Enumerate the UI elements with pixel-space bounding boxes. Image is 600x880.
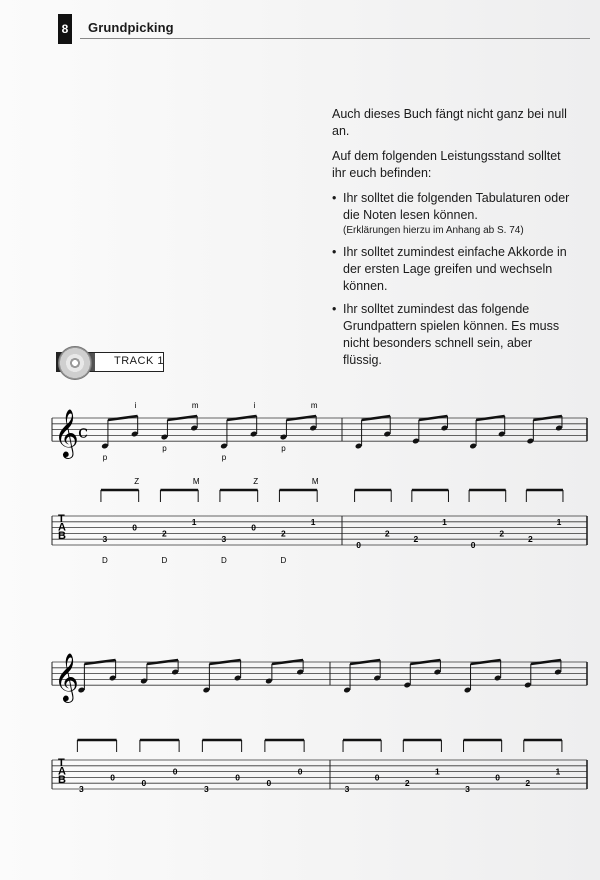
picking-mark: M [311,477,319,486]
notation-system-2 [52,652,587,794]
picking-mark: Z [134,477,140,486]
tab-clef-letter: T [58,513,65,525]
bullet-icon: • [332,302,337,316]
tab-clef-letter: B [58,529,66,542]
tab-number: 3 [204,784,209,794]
tab-number: 2 [404,778,410,789]
list-item-text: Ihr solltet zumindest das folgende Grundpattern spielen können. Es muss nicht besonders schnell sein, aber flüssig. [343,302,560,367]
tab-number: 3 [344,784,350,794]
time-signature: c [78,421,89,443]
bullet-icon: • [332,191,337,205]
notation-system-1 [52,401,587,565]
fingering-label: m [191,401,199,410]
page-number: 8 [58,14,72,44]
tab-number: 2 [413,534,419,545]
tab-number: 0 [172,766,178,777]
fingering-label: i [253,401,256,410]
fingering-label: p [102,453,108,462]
list-item-note: (Erklärungen hierzu im Anhang ab S. 74) [343,225,524,236]
intro-paragraph: Auch dieses Buch fängt nicht ganz bei null an. [332,107,567,138]
treble-clef: 𝄞 [54,408,79,458]
tab-number: 1 [442,516,447,527]
tab-number: 2 [499,528,505,539]
tab-number: 1 [555,766,561,777]
tab-clef-letter: B [58,773,66,786]
list-item-text: Ihr solltet die folgenden Tabulaturen oder die Noten lesen können. [343,191,570,222]
tab-clef-letter: T [58,757,65,769]
tab-number: 1 [310,516,316,527]
track-label: TRACK 1 [114,355,164,367]
fingering-label: p [221,453,227,462]
tab-number: 2 [281,528,286,539]
tab-number: 0 [235,772,240,783]
fingering-label: m [310,401,318,410]
tab-number: 2 [384,528,390,539]
fingering-label: p [162,444,167,453]
tab-number: 3 [79,784,84,794]
tab-number: 0 [141,778,147,789]
chapter-title: Grundpicking [88,20,174,35]
tab-number: 0 [110,772,115,783]
tab-number: 3 [465,784,470,794]
tab-number: 2 [527,534,533,545]
tab-number: 1 [191,516,197,527]
tab-number: 1 [556,516,562,527]
tab-number: 1 [435,766,440,777]
list-item-text: Ihr solltet zumindest einfache Akkorde in der ersten Lage greifen und wechseln können. [343,245,567,293]
tab-number: 0 [266,778,272,789]
tab-number: 0 [374,772,380,783]
treble-clef: 𝄞 [54,652,79,702]
picking-mark: Z [253,477,259,486]
tab-clef-letter: A [58,521,66,534]
fingering-label: i [134,401,137,410]
tab-number: 0 [356,540,361,550]
bass-label: D [280,556,287,565]
bass-label: D [221,556,227,565]
tab-number: 0 [132,522,138,533]
tab-number: 0 [470,540,476,550]
tab-number: 0 [297,766,303,777]
fingering-label: p [281,444,286,453]
tab-number: 2 [162,528,167,539]
tab-number: 3 [102,534,108,545]
tab-number: 0 [495,772,501,783]
tab-number: 2 [525,778,531,789]
bass-label: D [102,556,108,565]
bass-label: D [161,556,168,565]
tab-number: 3 [221,534,227,545]
tab-number: 0 [251,522,257,533]
intro-paragraph: Auf dem folgenden Leistungsstand solltet ihr euch befinden: [332,149,561,180]
bullet-icon: • [332,245,337,259]
tab-clef-letter: A [58,765,66,778]
picking-mark: M [192,477,200,486]
